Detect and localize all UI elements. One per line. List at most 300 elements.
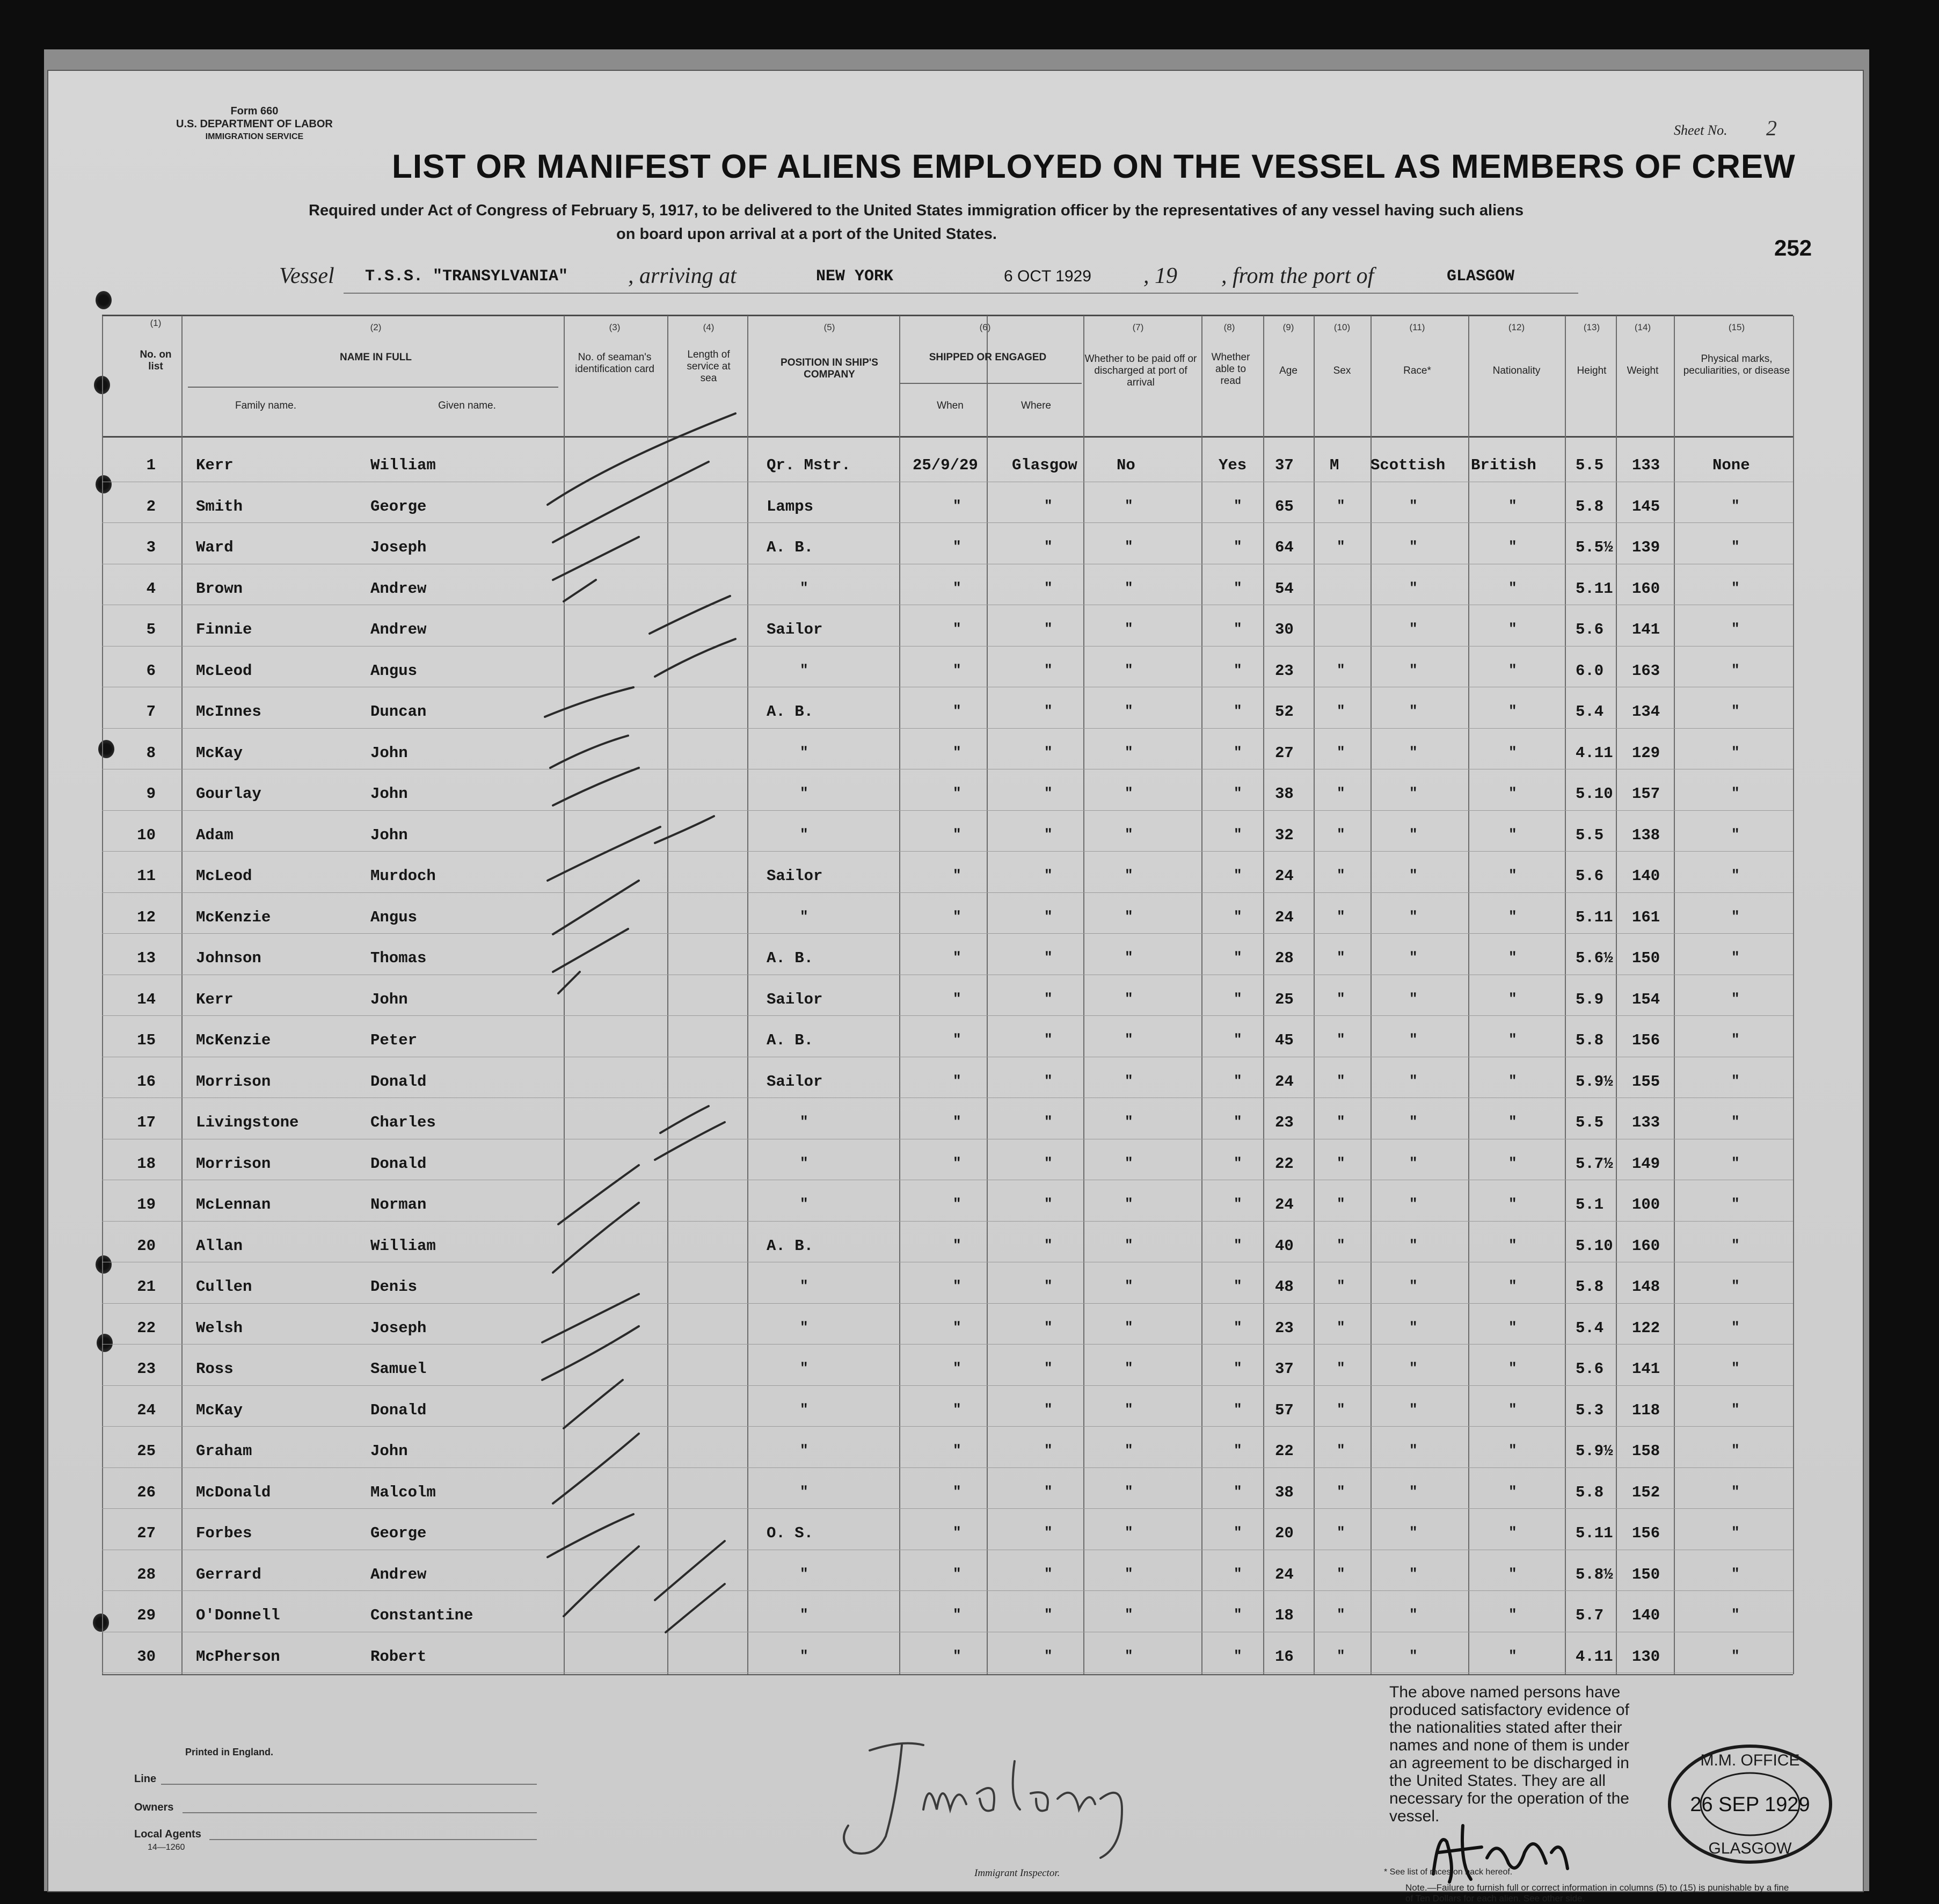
shipped-when-cell: " — [953, 949, 961, 965]
shipped-when-cell: " — [953, 580, 961, 596]
sex-cell: " — [1337, 1360, 1345, 1376]
age-cell: 38 — [1275, 1484, 1294, 1501]
family-name-cell: Kerr — [196, 991, 234, 1008]
able-to-read-cell: " — [1234, 1401, 1242, 1418]
form-number: Form 660 — [230, 105, 279, 117]
binder-hole — [96, 1255, 112, 1274]
given-name-cell: Samuel — [370, 1360, 427, 1378]
age-cell: 45 — [1275, 1031, 1294, 1049]
age-cell: 24 — [1275, 867, 1294, 885]
col-header-where: Where — [1021, 400, 1051, 411]
position-cell: " — [800, 744, 808, 760]
agents-label: Local Agents — [134, 1828, 201, 1840]
shipped-when-cell: " — [953, 744, 961, 760]
paid-off-cell: " — [1125, 1073, 1133, 1089]
row-number-cell: 7 — [146, 703, 156, 721]
sex-cell: " — [1337, 785, 1345, 801]
nationality-cell: " — [1508, 867, 1517, 883]
row-number-cell: 14 — [137, 991, 156, 1008]
able-to-read-cell: " — [1234, 1607, 1242, 1623]
shipped-where-cell: " — [1044, 826, 1053, 842]
shipped-when-cell: " — [953, 1073, 961, 1089]
physical-marks-cell: " — [1731, 949, 1740, 965]
sex-cell: " — [1337, 662, 1345, 678]
nationality-cell: " — [1508, 703, 1517, 719]
reference-number: 252 — [1774, 235, 1812, 260]
col-header-race: Race* — [1403, 365, 1431, 376]
physical-marks-cell: " — [1731, 867, 1740, 883]
race-cell: " — [1409, 744, 1418, 760]
given-name-cell: Joseph — [370, 539, 427, 556]
shipped-where-cell: " — [1044, 580, 1053, 596]
race-cell: " — [1409, 1073, 1418, 1089]
height-cell: 5.6 — [1576, 867, 1604, 885]
check-stroke — [660, 1106, 709, 1133]
family-name-cell: Cullen — [196, 1278, 252, 1296]
col-header-height: Height — [1577, 365, 1607, 376]
height-cell: 5.4 — [1576, 703, 1604, 721]
owners-label: Owners — [134, 1801, 174, 1813]
row-number-cell: 27 — [137, 1524, 156, 1542]
family-name-cell: Morrison — [196, 1155, 271, 1173]
position-cell: A. B. — [767, 949, 814, 967]
paid-off-cell: " — [1125, 703, 1133, 719]
year-label: , 19 — [1143, 264, 1177, 288]
row-rule — [102, 1303, 1793, 1304]
col-header-no: No. on list — [140, 349, 172, 372]
age-cell: 25 — [1275, 991, 1294, 1008]
family-name-cell: Morrison — [196, 1073, 271, 1091]
binder-hole — [93, 1614, 109, 1632]
family-name-cell: O'Donnell — [196, 1607, 280, 1624]
column-rule — [1314, 316, 1315, 1674]
given-name-cell: Denis — [370, 1278, 418, 1296]
pencil-check-marks — [531, 397, 800, 1675]
height-cell: 5.7½ — [1576, 1155, 1613, 1173]
sheet-no: 2 — [1766, 116, 1777, 140]
shipped-when-cell: " — [953, 1524, 961, 1540]
able-to-read-cell: " — [1234, 1196, 1242, 1212]
race-cell: " — [1409, 703, 1418, 719]
shipped-where-cell: " — [1044, 785, 1053, 801]
position-cell: A. B. — [767, 1237, 814, 1255]
column-rule — [1371, 316, 1372, 1674]
height-cell: 5.5½ — [1576, 539, 1613, 556]
colnum-4: (4) — [703, 322, 715, 332]
race-cell: " — [1409, 498, 1418, 514]
age-cell: 52 — [1275, 703, 1294, 721]
shipped-where-cell: " — [1044, 1566, 1053, 1582]
colnum-14: (14) — [1634, 322, 1651, 332]
physical-marks-cell: " — [1731, 991, 1740, 1007]
column-rule — [1793, 316, 1794, 1674]
owners-underline — [183, 1812, 537, 1813]
family-name-cell: Finnie — [196, 621, 252, 638]
given-name-cell: Angus — [370, 662, 418, 680]
sex-cell: " — [1337, 1484, 1345, 1500]
check-stroke — [553, 462, 709, 542]
able-to-read-cell: " — [1234, 1114, 1242, 1130]
shipped-where-cell: " — [1044, 1196, 1053, 1212]
arrival-date: 6 OCT 1929 — [1004, 267, 1091, 285]
given-name-cell: John — [370, 785, 408, 803]
printed-in-england: Printed in England. — [185, 1747, 274, 1757]
given-name-cell: Duncan — [370, 703, 427, 721]
binder-hole — [97, 1334, 113, 1352]
height-cell: 5.6 — [1576, 621, 1604, 638]
given-name-cell: John — [370, 991, 408, 1008]
sex-cell: " — [1337, 867, 1345, 883]
physical-marks-cell: " — [1731, 498, 1740, 514]
weight-cell: 150 — [1632, 949, 1660, 967]
colnum-1: (1) — [150, 318, 162, 328]
col-header-service: Length of service at sea — [687, 349, 731, 384]
check-stroke — [550, 736, 628, 768]
given-name-cell: Thomas — [370, 949, 427, 967]
nationality-cell: " — [1508, 1031, 1517, 1048]
able-to-read-cell: " — [1234, 949, 1242, 965]
physical-marks-cell: " — [1731, 1278, 1740, 1294]
row-number-cell: 5 — [146, 621, 156, 638]
able-to-read-cell: " — [1234, 580, 1242, 596]
family-name-cell: McKenzie — [196, 909, 271, 926]
given-name-cell: William — [370, 456, 436, 474]
nationality-cell: " — [1508, 744, 1517, 760]
subtitle-line-2: on board upon arrival at a port of the United States. — [616, 226, 997, 243]
shipped-when-cell: " — [953, 1031, 961, 1048]
weight-cell: 148 — [1632, 1278, 1660, 1296]
position-cell: Sailor — [767, 991, 823, 1008]
weight-cell: 157 — [1632, 785, 1660, 803]
check-stroke — [650, 596, 730, 634]
line-label: Line — [134, 1773, 157, 1785]
race-cell: " — [1409, 1278, 1418, 1294]
family-name-cell: Ward — [196, 539, 234, 556]
race-cell: " — [1409, 867, 1418, 883]
age-cell: 23 — [1275, 662, 1294, 680]
nationality-cell: " — [1508, 1566, 1517, 1582]
given-name-cell: Angus — [370, 909, 418, 926]
nationality-cell: " — [1508, 1648, 1517, 1664]
penalty-note: Note.—Failure to furnish full or correct information in columns (5) to (15) is punishable by a fine of Ten Dollars for each alien. See other side. — [1405, 1883, 1789, 1903]
race-cell: " — [1409, 1607, 1418, 1623]
arriving-port: NEW YORK — [816, 267, 894, 286]
vessel-line — [0, 263, 1939, 295]
shipped-where-cell: " — [1044, 1073, 1053, 1089]
check-stroke — [553, 881, 639, 934]
row-number-cell: 21 — [137, 1278, 156, 1296]
shipped-when-cell: " — [953, 1648, 961, 1664]
height-cell: 5.8½ — [1576, 1566, 1613, 1583]
family-name-cell: Livingstone — [196, 1114, 299, 1131]
row-number-cell: 25 — [137, 1442, 156, 1460]
height-cell: 5.11 — [1576, 909, 1613, 926]
check-stroke — [553, 768, 639, 805]
nationality-cell: " — [1508, 580, 1517, 596]
sex-cell: " — [1337, 703, 1345, 719]
height-cell: 4.11 — [1576, 1648, 1613, 1666]
row-number-cell: 26 — [137, 1484, 156, 1501]
height-cell: 5.8 — [1576, 498, 1604, 515]
paid-off-cell: " — [1125, 1278, 1133, 1294]
given-name-cell: William — [370, 1237, 436, 1255]
check-stroke — [553, 1203, 639, 1273]
nationality-cell: " — [1508, 1155, 1517, 1171]
sex-cell: " — [1337, 1155, 1345, 1171]
paid-off-cell: " — [1125, 991, 1133, 1007]
shipped-where-cell: " — [1044, 1114, 1053, 1130]
nationality-cell: British — [1471, 456, 1536, 474]
able-to-read-cell: " — [1234, 1073, 1242, 1089]
physical-marks-cell: " — [1731, 621, 1740, 637]
age-cell: 24 — [1275, 1073, 1294, 1091]
stamp — [1664, 1740, 1836, 1874]
height-cell: 5.9 — [1576, 991, 1604, 1008]
position-cell: O. S. — [767, 1524, 814, 1542]
shipped-when-cell: " — [953, 1442, 961, 1458]
paid-off-cell: " — [1125, 1196, 1133, 1212]
height-cell: 5.10 — [1576, 1237, 1613, 1255]
race-cell: " — [1409, 1648, 1418, 1664]
sex-cell: " — [1337, 991, 1345, 1007]
sex-cell: " — [1337, 539, 1345, 555]
shipped-where-cell: " — [1044, 1155, 1053, 1171]
weight-cell: 154 — [1632, 991, 1660, 1008]
given-name-cell: Robert — [370, 1648, 427, 1666]
height-cell: 5.6½ — [1576, 949, 1613, 967]
weight-cell: 134 — [1632, 703, 1660, 721]
footnote: * See list of races on back hereof. — [1384, 1867, 1513, 1877]
paid-off-cell: " — [1125, 1114, 1133, 1130]
physical-marks-cell: " — [1731, 1401, 1740, 1418]
sex-cell: " — [1337, 1401, 1345, 1418]
from-port-label: , from the port of — [1221, 264, 1374, 288]
shipped-when-cell: " — [953, 1360, 961, 1376]
able-to-read-cell: " — [1234, 1278, 1242, 1294]
binder-hole — [96, 475, 112, 493]
physical-marks-cell: " — [1731, 1073, 1740, 1089]
position-cell: " — [800, 1278, 808, 1294]
row-number-cell: 1 — [146, 456, 156, 474]
row-rule — [102, 851, 1793, 852]
physical-marks-cell: " — [1731, 1648, 1740, 1664]
nationality-cell: " — [1508, 785, 1517, 801]
paid-off-cell: " — [1125, 1237, 1133, 1253]
sex-cell: " — [1337, 949, 1345, 965]
shipped-when-cell: " — [953, 1566, 961, 1582]
col-header-name: NAME IN FULL — [339, 352, 412, 363]
height-cell: 5.10 — [1576, 785, 1613, 803]
physical-marks-cell: " — [1731, 580, 1740, 596]
sex-cell: " — [1337, 1196, 1345, 1212]
col-header-given: Given name. — [438, 400, 496, 411]
physical-marks-cell: " — [1731, 1319, 1740, 1335]
colnum-11: (11) — [1409, 322, 1425, 332]
age-cell: 37 — [1275, 456, 1294, 474]
physical-marks-cell: " — [1731, 1114, 1740, 1130]
family-name-cell: Forbes — [196, 1524, 252, 1542]
family-name-cell: Allan — [196, 1237, 243, 1255]
able-to-read-cell: " — [1234, 909, 1242, 925]
row-number-cell: 30 — [137, 1648, 156, 1666]
agents-code: 14—1260 — [148, 1843, 185, 1852]
family-name-cell: McDonald — [196, 1484, 271, 1501]
paid-off-cell: " — [1125, 498, 1133, 514]
race-cell: " — [1409, 909, 1418, 925]
shipped-where-cell: " — [1044, 498, 1053, 514]
given-name-cell: Charles — [370, 1114, 436, 1131]
race-cell: " — [1409, 1442, 1418, 1458]
shipped-when-cell: " — [953, 1155, 961, 1171]
row-rule — [102, 892, 1793, 893]
col-header-when: When — [937, 400, 964, 411]
age-cell: 28 — [1275, 949, 1294, 967]
weight-cell: 155 — [1632, 1073, 1660, 1091]
colnum-3: (3) — [609, 322, 621, 332]
shipped-where-cell: " — [1044, 991, 1053, 1007]
colnum-6: (6) — [979, 322, 991, 332]
row-rule — [102, 1508, 1793, 1509]
department-name: U.S. DEPARTMENT OF LABOR — [176, 118, 333, 130]
age-cell: 38 — [1275, 785, 1294, 803]
row-rule — [102, 522, 1793, 523]
from-port: GLASGOW — [1447, 267, 1515, 286]
weight-cell: 145 — [1632, 498, 1660, 515]
paid-off-cell: " — [1125, 1360, 1133, 1376]
age-cell: 65 — [1275, 498, 1294, 515]
family-name-cell: Adam — [196, 826, 234, 844]
column-rule — [987, 316, 988, 1674]
row-number-cell: 20 — [137, 1237, 156, 1255]
age-cell: 57 — [1275, 1401, 1294, 1419]
shipped-when-cell: " — [953, 785, 961, 801]
row-rule — [102, 1344, 1793, 1345]
shipped-where-cell: " — [1044, 909, 1053, 925]
colnum-2: (2) — [370, 322, 382, 332]
race-cell: " — [1409, 1196, 1418, 1212]
weight-cell: 129 — [1632, 744, 1660, 762]
paid-off-cell: " — [1125, 580, 1133, 596]
height-cell: 5.8 — [1576, 1484, 1604, 1501]
position-cell: " — [800, 909, 808, 925]
shipped-where-cell: " — [1044, 1319, 1053, 1335]
shipped-when-cell: " — [953, 1484, 961, 1500]
given-name-cell: John — [370, 826, 408, 844]
check-stroke — [545, 687, 633, 717]
physical-marks-cell: " — [1731, 744, 1740, 760]
race-cell: " — [1409, 1524, 1418, 1540]
check-stroke — [553, 1434, 639, 1503]
check-stroke — [548, 827, 660, 881]
position-cell: " — [800, 1566, 808, 1582]
age-cell: 16 — [1275, 1648, 1294, 1666]
sex-cell: " — [1337, 1073, 1345, 1089]
physical-marks-cell: " — [1731, 1196, 1740, 1212]
given-name-cell: Joseph — [370, 1319, 427, 1337]
sex-cell: " — [1337, 1524, 1345, 1540]
arriving-label: , arriving at — [628, 264, 737, 288]
weight-cell: 149 — [1632, 1155, 1660, 1173]
sex-cell: " — [1337, 744, 1345, 760]
paid-off-cell: " — [1125, 826, 1133, 842]
height-cell: 5.9½ — [1576, 1073, 1613, 1091]
given-name-cell: Norman — [370, 1196, 427, 1213]
row-rule — [102, 1221, 1793, 1222]
nationality-cell: " — [1508, 1073, 1517, 1089]
check-stroke — [558, 1165, 639, 1224]
row-number-cell: 3 — [146, 539, 156, 556]
vessel-label: Vessel — [279, 264, 334, 288]
shipped-where-cell: Glasgow — [1012, 456, 1077, 474]
position-cell: " — [800, 1648, 808, 1664]
agents-underline — [209, 1839, 537, 1840]
shipped-where-cell: " — [1044, 662, 1053, 678]
shipped-where-cell: " — [1044, 1442, 1053, 1458]
row-number-cell: 22 — [137, 1319, 156, 1337]
inspector-signature — [821, 1729, 1197, 1869]
age-cell: 30 — [1275, 621, 1294, 638]
age-cell: 48 — [1275, 1278, 1294, 1296]
able-to-read-cell: " — [1234, 1648, 1242, 1664]
position-cell: A. B. — [767, 1031, 814, 1049]
position-cell: " — [800, 1401, 808, 1418]
given-name-cell: Malcolm — [370, 1484, 436, 1501]
shipped-where-cell: " — [1044, 621, 1053, 637]
colnum-8: (8) — [1223, 322, 1235, 332]
colnum-12: (12) — [1508, 322, 1525, 332]
row-rule — [102, 1426, 1793, 1427]
height-cell: 5.9½ — [1576, 1442, 1613, 1460]
nationality-cell: " — [1508, 991, 1517, 1007]
physical-marks-cell: " — [1731, 1155, 1740, 1171]
sex-cell: " — [1337, 1278, 1345, 1294]
stamp-date: 26 SEP 1929 — [1690, 1793, 1810, 1816]
family-name-cell: McPherson — [196, 1648, 280, 1666]
shipped-where-cell: " — [1044, 1237, 1053, 1253]
nationality-cell: " — [1508, 1278, 1517, 1294]
shipped-where-cell: " — [1044, 1648, 1053, 1664]
age-cell: 27 — [1275, 744, 1294, 762]
row-number-cell: 24 — [137, 1401, 156, 1419]
weight-cell: 140 — [1632, 1607, 1660, 1624]
weight-cell: 100 — [1632, 1196, 1660, 1213]
shipped-where-cell: " — [1044, 1484, 1053, 1500]
able-to-read-cell: " — [1234, 1442, 1242, 1458]
height-cell: 5.5 — [1576, 826, 1604, 844]
given-name-cell: Andrew — [370, 621, 427, 638]
height-cell: 5.11 — [1576, 1524, 1613, 1542]
shipped-when-cell: " — [953, 662, 961, 678]
shipped-when-cell: " — [953, 703, 961, 719]
master-signature — [1417, 1788, 1659, 1895]
able-to-read-cell: " — [1234, 785, 1242, 801]
family-name-cell: McLeod — [196, 867, 252, 885]
row-rule — [102, 1385, 1793, 1386]
race-cell: " — [1409, 1319, 1418, 1335]
age-cell: 40 — [1275, 1237, 1294, 1255]
able-to-read-cell: " — [1234, 1566, 1242, 1582]
race-cell: " — [1409, 1360, 1418, 1376]
check-stroke — [553, 929, 628, 972]
shipped-when-cell: " — [953, 498, 961, 514]
nationality-cell: " — [1508, 1360, 1517, 1376]
page-title: LIST OR MANIFEST OF ALIENS EMPLOYED ON THE VESSEL AS MEMBERS OF CREW — [392, 148, 1796, 185]
check-stroke — [564, 1546, 639, 1616]
column-rule — [1565, 316, 1566, 1674]
sex-cell: " — [1337, 1237, 1345, 1253]
col-header-sex: Sex — [1333, 365, 1351, 376]
check-stroke — [655, 639, 735, 677]
